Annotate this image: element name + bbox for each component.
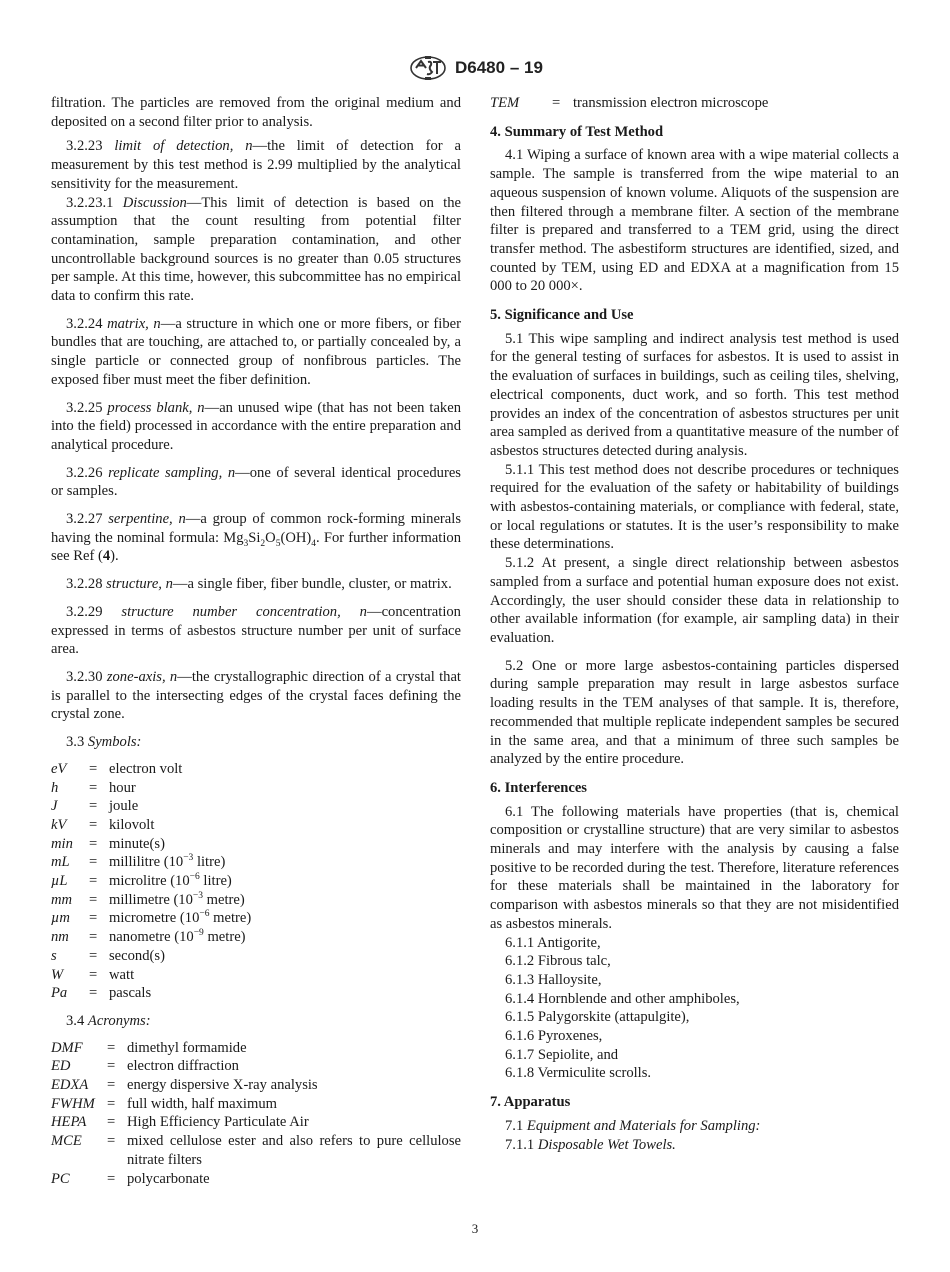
- acronym-row: FWHM = full width, half maximum: [51, 1095, 277, 1112]
- section-4-heading: 4. Summary of Test Method: [490, 123, 664, 140]
- symbol-row: W = watt: [51, 966, 135, 983]
- serpentine-formula: $Mg_3Si_2O_5(OH)_4$: [223, 529, 317, 549]
- section-7-heading: 7. Apparatus: [490, 1094, 571, 1111]
- acronym-row: PC = polycarbonate: [51, 1170, 210, 1187]
- list-item: 6.1.6 Pyroxenes,: [505, 1028, 603, 1045]
- list-item: 6.1.7 Sepiolite, and: [505, 1046, 619, 1063]
- symbol-row: J = joule: [51, 798, 139, 815]
- acronym-row: MCE = mixed cellulose ester and also refers to pure cellulose nitrate filters: [51, 1133, 461, 1168]
- acronym-row: ED = electron diffraction: [51, 1058, 239, 1075]
- definition-3-2-28: 3.2.28 structure, n—a single fiber, fiber bundle, cluster, or matrix.: [66, 576, 452, 593]
- list-item: 6.1.3 Halloysite,: [505, 971, 602, 988]
- symbol-row: h = hour: [51, 779, 136, 796]
- left-column: [51, 94, 461, 1188]
- list-item: 6.1.2 Fibrous talc,: [505, 953, 611, 970]
- acronym-row: EDXA = energy dispersive X-ray analysis: [51, 1077, 318, 1094]
- definition-3-2-25: 3.2.25 process blank, n—an unused wipe (that has not been taken into the field) processed in accordance with the entire preparation and analytical procedure.: [51, 399, 461, 453]
- paragraph-5-2: 5.2 One or more large asbestos-containing particles dispersed during sample preparation may result in large asbestos surface loading results in the TEM analyses of that sample. It is, therefore, recommended that multiple replicate independent samples be secured in the same area, and that a minimum of three such samples be analyzed by the entire procedure.: [490, 657, 899, 768]
- symbol-row: eV = electron volt: [51, 760, 183, 777]
- acronym-row: DMF = dimethyl formamide: [51, 1039, 247, 1056]
- standard-designation: D6480 – 19: [455, 58, 543, 77]
- definition-3-2-23-1: 3.2.23.1 Discussion—This limit of detection is based on the assumption that the count resulting from potential filter contamination, sample preparation contamination, and other uncontrollable background sources is no greater than 0.05 structures per sample. At this time, however, this subcommittee has no empirical data to confirm this rate.: [51, 194, 461, 305]
- list-item: 6.1.1 Antigorite,: [505, 934, 601, 951]
- page-number: 3: [471, 1221, 479, 1236]
- section-7-1: 7.1 Equipment and Materials for Sampling:: [505, 1117, 761, 1134]
- paragraph-filtration: filtration. The particles are removed from the original medium and deposited on a second filter prior to analysis.: [51, 95, 461, 130]
- reference-link[interactable]: 4: [102, 548, 111, 565]
- symbol-row: kV = kilovolt: [51, 816, 155, 833]
- definition-3-2-26: 3.2.26 replicate sampling, n—one of several identical procedures or samples.: [51, 464, 461, 500]
- definition-3-2-24: 3.2.24 matrix, n—a structure in which one or more fibers, or fiber bundles that are touching, are attached to, or partially concealed by, a single particle or connected group of nonfibrous particles. The exposed fiber must meet the fiber definition.: [51, 315, 461, 388]
- section-5-heading: 5. Significance and Use: [490, 307, 634, 324]
- symbols-table: [51, 760, 461, 1003]
- astm-logo-icon: [408, 56, 448, 80]
- paragraph-5-1-1: 5.1.1 This test method does not describe procedures or techniques required for the evaluation of the safety or habitability of buildings with asbestos-containing materials, or compliance with federal, state, or local regulations or statutes. It is the user’s responsibility to make these determinations.: [490, 461, 899, 553]
- acronym-row-tem: TEM = transmission electron microscope: [490, 95, 769, 111]
- page-header: [0, 56, 950, 82]
- section-3-4-acronyms: 3.4 Acronyms:: [66, 1012, 151, 1029]
- list-item: 6.1.8 Vermiculite scrolls.: [505, 1065, 652, 1082]
- symbol-row: nm = nanometre ($10^{-9}$ metre): [51, 928, 246, 946]
- list-item: 6.1.5 Palygorskite (attapulgite),: [505, 1009, 690, 1026]
- symbol-row: µm = micrometre ($10^{-6}$ metre): [51, 909, 252, 927]
- definition-3-2-23: 3.2.23 limit of detection, n—the limit of detection for a measurement by this test method is 2.99 multiplied by the analytical sensitivity for the measurement.: [51, 138, 461, 192]
- definition-3-2-27: 3.2.27 serpentine, n—a group of common rock-forming minerals having the nominal formula: $Mg_3Si_2O_5(OH)_4$. For further information see Ref (4).: [51, 511, 461, 565]
- definition-3-2-30: 3.2.30 zone-axis, n—the crystallographic direction of a crystal that is parallel to the intersecting edges of the crystal faces defining the crystal zone.: [51, 668, 461, 723]
- acronym-row: HEPA = High Efficiency Particulate Air: [51, 1114, 309, 1131]
- section-7-1-1: 7.1.1 Disposable Wet Towels.: [505, 1136, 676, 1153]
- paragraph-5-1-2: 5.1.2 At present, a single direct relationship between asbestos sampled from a surface and potential human exposure does not exist. Accordingly, the user should consider these data in relationship to other available information (for example, air sampling data) in their evaluation.: [490, 555, 899, 646]
- symbol-row: µL = microlitre ($10^{-6}$ litre): [51, 872, 232, 890]
- paragraph-5-1: 5.1 This wipe sampling and indirect analysis test method is used for the general testing of surfaces for asbestos. It is used to assist in the evaluation of surfaces in buildings, such as ceiling tiles, shelving, electrical components, duct work, and so forth. This test method provides an index of the concentration of asbestos structures per unit area sampled as derived from a quantitative measure of the number of asbestos structures detected during analysis.: [490, 330, 899, 459]
- acronyms-table: [51, 1039, 461, 1189]
- definition-3-2-29: 3.2.29 structure number concentration, n—concentration expressed in terms of asbestos structure number per unit of surface area.: [51, 603, 461, 658]
- symbol-row: mL = millilitre ($10^{-3}$ litre): [51, 853, 226, 871]
- interferences-list: [490, 934, 899, 1084]
- symbol-row: s = second(s): [51, 947, 165, 964]
- list-item: 6.1.4 Hornblende and other amphiboles,: [505, 990, 740, 1007]
- symbol-row: mm = millimetre ($10^{-3}$ metre): [51, 890, 245, 908]
- symbol-row: Pa = pascals: [51, 985, 152, 1002]
- paragraph-4-1: 4.1 Wiping a surface of known area with a wipe material collects a sample. The sample is transferred from the wipe material to an aqueous suspension of known volume. Aliquots of the suspension are then filtered through a membrane filter. A section of the membrane filter is prepared and transferred to a TEM grid, using the direct transfer method. The asbestiform structures are identified, sized, and counted by TEM, using ED and EDXA at a magnification from 15 000 to 20 000×.: [490, 147, 899, 295]
- section-6-heading: 6. Interferences: [490, 779, 587, 796]
- section-3-3-symbols: 3.3 Symbols:: [66, 734, 142, 751]
- symbol-row: min = minute(s): [51, 835, 165, 852]
- paragraph-6-1: 6.1 The following materials have properties (that is, chemical composition or crystalline structure) that are very similar to asbestos minerals and may interfere with the analysis by causing a false positive to be recorded during the test. Therefore, literature references for these materials shall be maintained in the laboratory for comparison with asbestos minerals so that they are not misidentified as asbestos minerals.: [490, 803, 899, 932]
- right-column: [490, 94, 899, 1154]
